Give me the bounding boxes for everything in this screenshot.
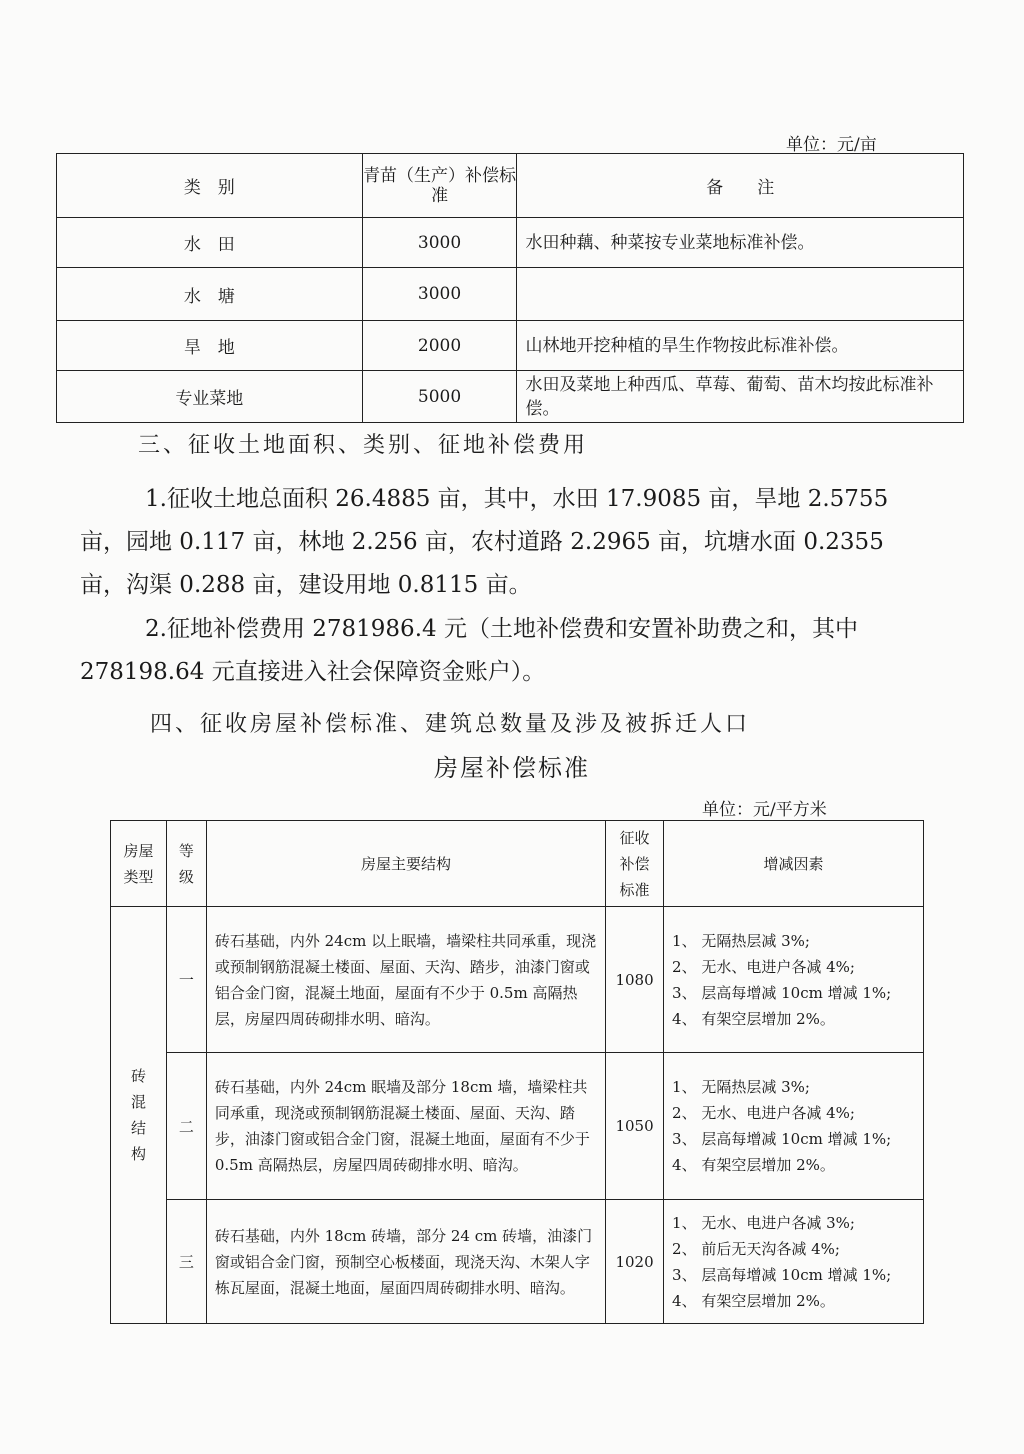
standard-cell: 1020 [606, 1200, 664, 1324]
table-row [57, 371, 964, 423]
table-row [111, 1053, 924, 1200]
row-remark [517, 268, 964, 321]
table-header-row [57, 154, 964, 218]
table-row [57, 321, 964, 371]
green-crop-compensation-table [56, 153, 964, 423]
table-row [111, 907, 924, 1053]
header-structure: 房屋主要结构 [206, 821, 605, 907]
house-compensation-table [110, 820, 924, 1324]
row-category: 专业菜地 [57, 371, 363, 423]
section3-paragraph-2: 2.征地补偿费用 2781986.4 元（土地补偿费和安置补助费之和，其中 278198.64 元直接进入社会保障资金账户）。 [80, 616, 858, 685]
header-standard: 征收 补偿 标准 [606, 821, 664, 907]
table2-unit: 单位：元/平方米 [702, 800, 827, 820]
factors-cell: 1、 无隔热层减 3%; 2、 无水、电进户各减 4%; 3、 层高每增减 10cm 增减 1%; 4、 有架空层增加 2%。 [664, 1053, 924, 1200]
row-remark: 水田种藕、种菜按专业菜地标准补偿。 [517, 218, 964, 268]
table-row [57, 268, 964, 321]
header-standard: 青苗（生产）补偿标准 [362, 154, 517, 218]
house-table-title: 房屋补偿标准 [434, 754, 590, 782]
section4-heading: 四、征收房屋补偿标准、建筑总数量及涉及被拆迁人口 [150, 712, 751, 737]
row-standard: 5000 [362, 371, 517, 423]
structure-cell: 砖石基础，内外 24cm 眠墙及部分 18cm 墙，墙梁柱共同承重，现浇或预制钢筋混凝土楼面、屋面、天沟、踏步，油漆门窗或铝合金门窗，混凝土地面，屋面有不少于 0.5m 高隔热层，房屋四周砖砌排水明、暗沟。 [206, 1053, 605, 1200]
structure-cell: 砖石基础，内外 24cm 以上眠墙，墙梁柱共同承重，现浇或预制钢筋混凝土楼面、屋面、天沟、踏步，油漆门窗或铝合金门窗，混凝土地面，屋面有不少于 0.5m 高隔热层，房屋四周砖砌排水明、暗沟。 [206, 907, 605, 1053]
row-remark: 山林地开挖种植的旱生作物按此标准补偿。 [517, 321, 964, 371]
row-remark: 水田及菜地上种西瓜、草莓、葡萄、苗木均按此标准补偿。 [517, 371, 964, 423]
header-category: 类 别 [57, 154, 363, 218]
grade-cell: 三 [166, 1200, 206, 1324]
factors-cell: 1、 无水、电进户各减 3%; 2、 前后无天沟各减 4%; 3、 层高每增减 10cm 增减 1%; 4、 有架空层增加 2%。 [664, 1200, 924, 1324]
factors-cell: 1、 无隔热层减 3%; 2、 无水、电进户各减 4%; 3、 层高每增减 10cm 增减 1%; 4、 有架空层增加 2%。 [664, 907, 924, 1053]
structure-cell: 砖石基础，内外 18cm 砖墙，部分 24 cm 砖墙，油漆门窗或铝合金门窗，预制空心板楼面，现浇天沟、木架人字栋瓦屋面，混凝土地面，屋面四周砖砌排水明、暗沟。 [206, 1200, 605, 1324]
table-row [111, 1200, 924, 1324]
row-standard: 3000 [362, 218, 517, 268]
grade-cell: 一 [166, 907, 206, 1053]
table-header-row [111, 821, 924, 907]
row-standard: 3000 [362, 268, 517, 321]
section3-paragraph-1: 1.征收土地总面积 26.4885 亩，其中，水田 17.9085 亩，旱地 2.5755 亩，园地 0.117 亩，林地 2.256 亩，农村道路 2.2965 亩，坑塘水面 0.2355 亩，沟渠 0.288 亩，建设用地 0.8115 亩。 [80, 486, 889, 598]
header-remark: 备 注 [517, 154, 964, 218]
table-row [57, 218, 964, 268]
row-standard: 2000 [362, 321, 517, 371]
house-type-cell: 砖 混 结 构 [111, 907, 167, 1324]
header-factors: 增减因素 [664, 821, 924, 907]
standard-cell: 1050 [606, 1053, 664, 1200]
header-grade: 等 级 [166, 821, 206, 907]
row-category: 水 田 [57, 218, 363, 268]
section3-heading: 三、征收土地面积、类别、征地补偿费用 [138, 433, 589, 458]
table1-unit: 单位：元/亩 [786, 135, 877, 155]
row-category: 旱 地 [57, 321, 363, 371]
row-category: 水 塘 [57, 268, 363, 321]
standard-cell: 1080 [606, 907, 664, 1053]
header-house-type: 房屋 类型 [111, 821, 167, 907]
grade-cell: 二 [166, 1053, 206, 1200]
